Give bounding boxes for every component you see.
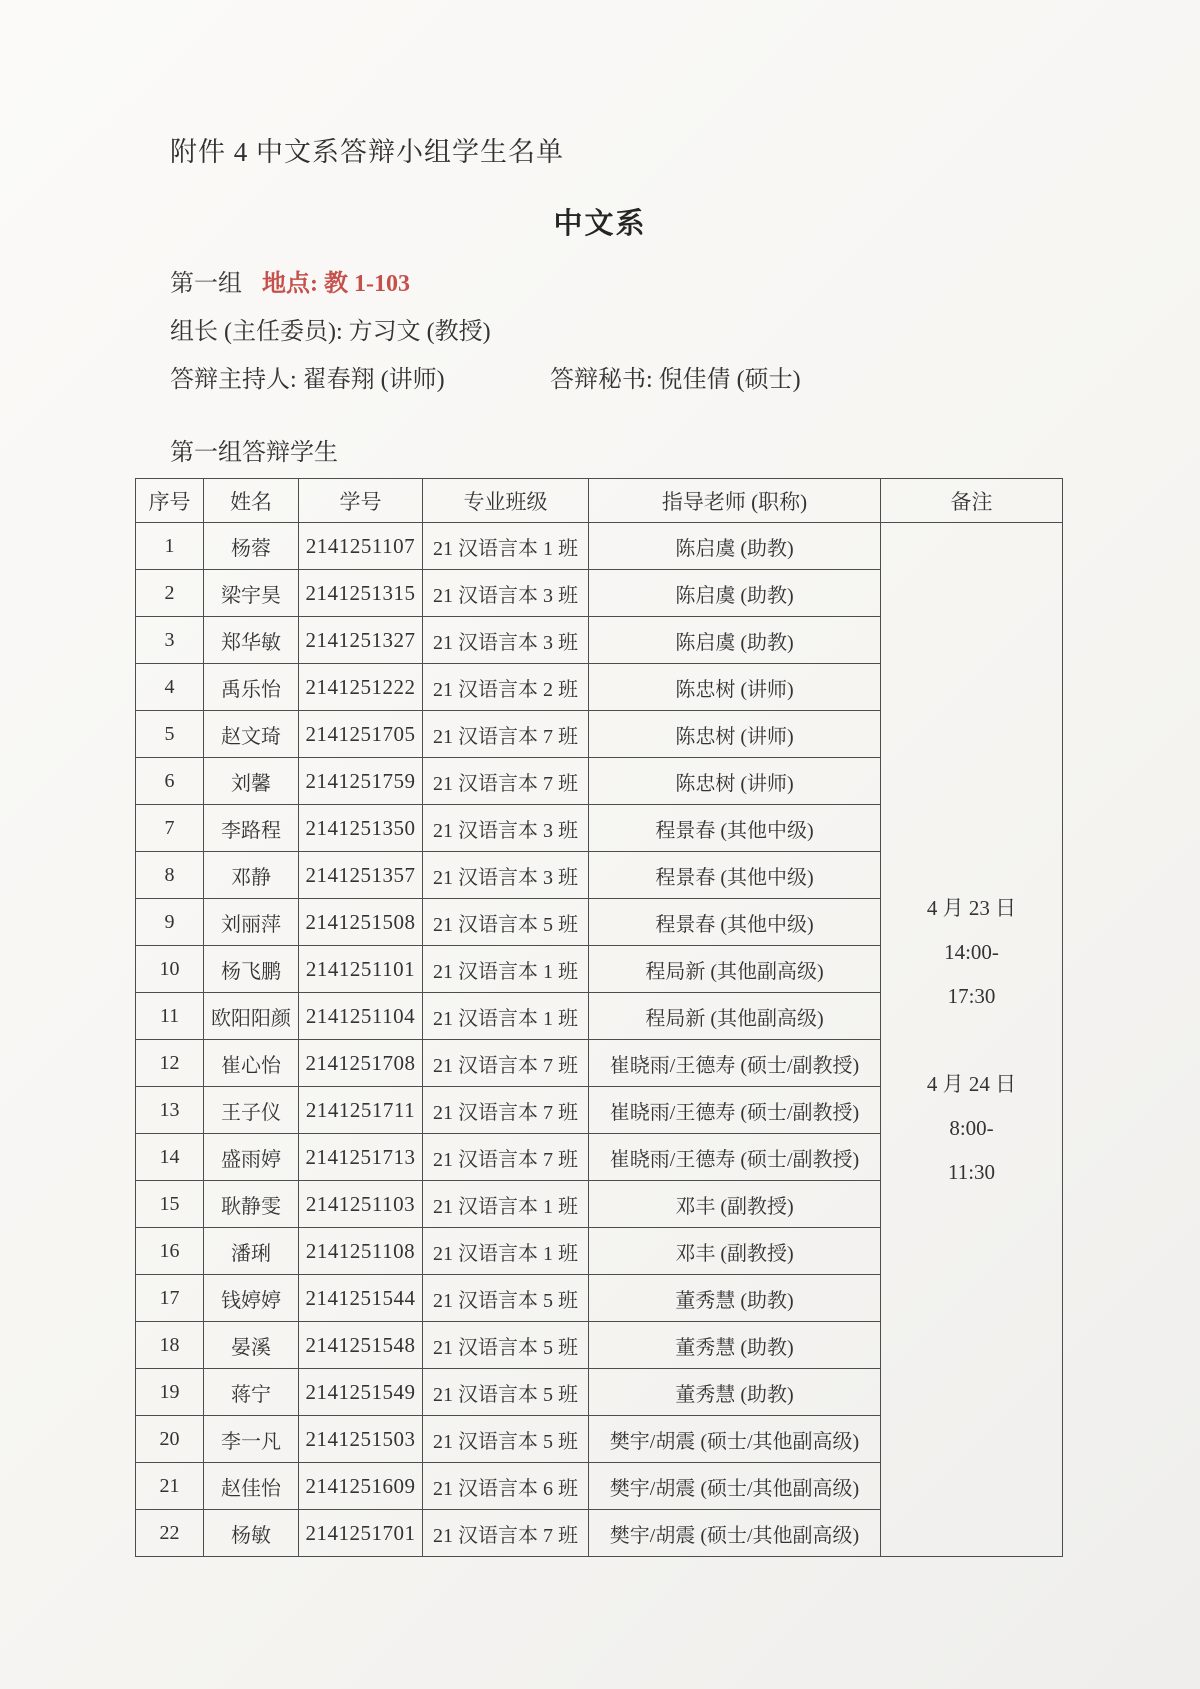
- cell-name: 李一凡: [204, 1416, 299, 1463]
- cell-name: 杨敏: [204, 1510, 299, 1557]
- cell-student-id: 2141251708: [299, 1040, 423, 1087]
- cell-class: 21 汉语言本 3 班: [423, 570, 589, 617]
- cell-name: 崔心怡: [204, 1040, 299, 1087]
- cell-index: 7: [136, 805, 204, 852]
- cell-student-id: 2141251544: [299, 1275, 423, 1322]
- cell-class: 21 汉语言本 1 班: [423, 1181, 589, 1228]
- cell-name: 赵佳怡: [204, 1463, 299, 1510]
- cell-class: 21 汉语言本 5 班: [423, 1275, 589, 1322]
- cell-name: 盛雨婷: [204, 1134, 299, 1181]
- cell-class: 21 汉语言本 7 班: [423, 1510, 589, 1557]
- table-row: [136, 523, 1063, 570]
- cell-student-id: 2141251108: [299, 1228, 423, 1275]
- cell-name: 刘丽萍: [204, 899, 299, 946]
- host-secretary-line: [170, 364, 1200, 396]
- cell-index: 21: [136, 1463, 204, 1510]
- cell-index: 1: [136, 523, 204, 570]
- cell-advisor: 陈忠树 (讲师): [589, 711, 881, 758]
- cell-advisor: 程景春 (其他中级): [589, 899, 881, 946]
- cell-class: 21 汉语言本 1 班: [423, 523, 589, 570]
- cell-index: 13: [136, 1087, 204, 1134]
- cell-name: 王子仪: [204, 1087, 299, 1134]
- cell-index: 8: [136, 852, 204, 899]
- department-heading: 中文系: [553, 208, 647, 240]
- cell-index: 17: [136, 1275, 204, 1322]
- cell-class: 21 汉语言本 7 班: [423, 758, 589, 805]
- cell-advisor: 程局新 (其他副高级): [589, 993, 881, 1040]
- cell-advisor: 董秀慧 (助教): [589, 1275, 881, 1322]
- cell-class: 21 汉语言本 1 班: [423, 1228, 589, 1275]
- cell-advisor: 樊宇/胡震 (硕士/其他副高级): [589, 1463, 881, 1510]
- cell-student-id: 2141251222: [299, 664, 423, 711]
- cell-advisor: 陈启虞 (助教): [589, 523, 881, 570]
- cell-advisor: 崔晓雨/王德寿 (硕士/副教授): [589, 1040, 881, 1087]
- cell-index: 16: [136, 1228, 204, 1275]
- remark-session-2: 4 月 24 日 8:00- 11:30: [926, 1071, 1017, 1184]
- cell-advisor: 程景春 (其他中级): [589, 805, 881, 852]
- defense-secretary: 答辩秘书: 倪佳倩 (硕士): [550, 367, 801, 393]
- cell-advisor: 樊宇/胡震 (硕士/其他副高级): [589, 1510, 881, 1557]
- header-class: 专业班级: [423, 479, 589, 523]
- cell-name: 蒋宁: [204, 1369, 299, 1416]
- cell-class: 21 汉语言本 7 班: [423, 1134, 589, 1181]
- cell-index: 10: [136, 946, 204, 993]
- cell-advisor: 程局新 (其他副高级): [589, 946, 881, 993]
- cell-index: 18: [136, 1322, 204, 1369]
- cell-advisor: 陈忠树 (讲师): [589, 664, 881, 711]
- cell-advisor: 董秀慧 (助教): [589, 1322, 881, 1369]
- cell-index: 5: [136, 711, 204, 758]
- cell-class: 21 汉语言本 3 班: [423, 617, 589, 664]
- cell-index: 14: [136, 1134, 204, 1181]
- cell-student-id: 2141251101: [299, 946, 423, 993]
- cell-class: 21 汉语言本 7 班: [423, 711, 589, 758]
- cell-class: 21 汉语言本 5 班: [423, 899, 589, 946]
- cell-student-id: 2141251549: [299, 1369, 423, 1416]
- cell-advisor: 樊宇/胡震 (硕士/其他副高级): [589, 1416, 881, 1463]
- cell-name: 郑华敏: [204, 617, 299, 664]
- group-location-line: [170, 268, 1200, 300]
- cell-student-id: 2141251350: [299, 805, 423, 852]
- cell-class: 21 汉语言本 2 班: [423, 664, 589, 711]
- cell-class: 21 汉语言本 5 班: [423, 1369, 589, 1416]
- cell-class: 21 汉语言本 6 班: [423, 1463, 589, 1510]
- header-name: 姓名: [204, 479, 299, 523]
- defense-host: 答辩主持人: 翟春翔 (讲师): [170, 367, 445, 393]
- cell-student-id: 2141251548: [299, 1322, 423, 1369]
- cell-student-id: 2141251503: [299, 1416, 423, 1463]
- cell-student-id: 2141251711: [299, 1087, 423, 1134]
- cell-advisor: 程景春 (其他中级): [589, 852, 881, 899]
- cell-index: 22: [136, 1510, 204, 1557]
- cell-student-id: 2141251705: [299, 711, 423, 758]
- cell-student-id: 2141251107: [299, 523, 423, 570]
- cell-student-id: 2141251315: [299, 570, 423, 617]
- cell-student-id: 2141251327: [299, 617, 423, 664]
- cell-index: 9: [136, 899, 204, 946]
- cell-advisor: 陈启虞 (助教): [589, 617, 881, 664]
- cell-index: 4: [136, 664, 204, 711]
- cell-advisor: 陈启虞 (助教): [589, 570, 881, 617]
- cell-class: 21 汉语言本 3 班: [423, 852, 589, 899]
- header-advisor: 指导老师 (职称): [589, 479, 881, 523]
- cell-student-id: 2141251104: [299, 993, 423, 1040]
- group-location: 地点: 教 1-103: [262, 271, 410, 297]
- cell-class: 21 汉语言本 1 班: [423, 993, 589, 1040]
- cell-name: 杨飞鹏: [204, 946, 299, 993]
- cell-name: 耿静雯: [204, 1181, 299, 1228]
- group-name: 第一组: [170, 271, 242, 297]
- cell-student-id: 2141251713: [299, 1134, 423, 1181]
- cell-name: 杨蓉: [204, 523, 299, 570]
- cell-name: 邓静: [204, 852, 299, 899]
- cell-student-id: 2141251357: [299, 852, 423, 899]
- cell-class: 21 汉语言本 3 班: [423, 805, 589, 852]
- cell-advisor: 陈忠树 (讲师): [589, 758, 881, 805]
- cell-name: 刘馨: [204, 758, 299, 805]
- cell-index: 3: [136, 617, 204, 664]
- student-roster-table: [135, 478, 1063, 1557]
- cell-remark-merged: [881, 523, 1063, 1557]
- cell-index: 12: [136, 1040, 204, 1087]
- cell-class: 21 汉语言本 5 班: [423, 1322, 589, 1369]
- cell-student-id: 2141251609: [299, 1463, 423, 1510]
- cell-name: 梁宇昊: [204, 570, 299, 617]
- cell-name: 欧阳阳颜: [204, 993, 299, 1040]
- table-header-row: [136, 479, 1063, 523]
- remark-session-1: 4 月 23 日 14:00- 17:30: [926, 895, 1017, 1008]
- cell-name: 赵文琦: [204, 711, 299, 758]
- cell-name: 潘琍: [204, 1228, 299, 1275]
- group-leader-line: 组长 (主任委员): 方习文 (教授): [170, 319, 491, 345]
- cell-student-id: 2141251701: [299, 1510, 423, 1557]
- cell-class: 21 汉语言本 1 班: [423, 946, 589, 993]
- cell-name: 禹乐怡: [204, 664, 299, 711]
- cell-advisor: 崔晓雨/王德寿 (硕士/副教授): [589, 1134, 881, 1181]
- cell-name: 李路程: [204, 805, 299, 852]
- cell-index: 15: [136, 1181, 204, 1228]
- cell-index: 20: [136, 1416, 204, 1463]
- cell-advisor: 崔晓雨/王德寿 (硕士/副教授): [589, 1087, 881, 1134]
- cell-class: 21 汉语言本 7 班: [423, 1087, 589, 1134]
- cell-advisor: 邓丰 (副教授): [589, 1181, 881, 1228]
- header-index: 序号: [136, 479, 204, 523]
- cell-index: 6: [136, 758, 204, 805]
- table-caption: 第一组答辩学生: [170, 440, 338, 466]
- cell-student-id: 2141251103: [299, 1181, 423, 1228]
- cell-advisor: 董秀慧 (助教): [589, 1369, 881, 1416]
- cell-index: 19: [136, 1369, 204, 1416]
- cell-name: 晏溪: [204, 1322, 299, 1369]
- cell-student-id: 2141251508: [299, 899, 423, 946]
- cell-name: 钱婷婷: [204, 1275, 299, 1322]
- cell-index: 2: [136, 570, 204, 617]
- cell-index: 11: [136, 993, 204, 1040]
- header-student-id: 学号: [299, 479, 423, 523]
- cell-student-id: 2141251759: [299, 758, 423, 805]
- header-remark: 备注: [881, 479, 1063, 523]
- remark-gap: [883, 1018, 1060, 1062]
- attachment-title: 附件 4 中文系答辩小组学生名单: [170, 137, 564, 167]
- cell-class: 21 汉语言本 7 班: [423, 1040, 589, 1087]
- cell-advisor: 邓丰 (副教授): [589, 1228, 881, 1275]
- cell-class: 21 汉语言本 5 班: [423, 1416, 589, 1463]
